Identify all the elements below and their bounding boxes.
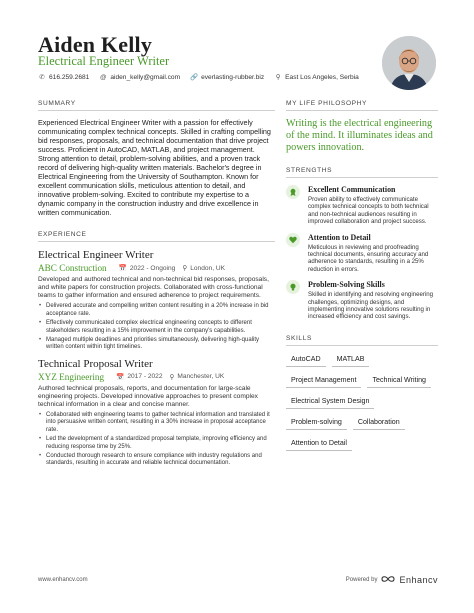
skill-tag: Collaboration [353,416,405,430]
skills-title: SKILLS [286,335,438,346]
strength-title: Problem-Solving Skills [308,280,385,290]
strength-item [286,233,438,274]
link-icon: 🔗 [190,74,199,81]
job-dates-text: 2022 - Ongoing [129,264,176,272]
job-role: Technical Proposal Writer [38,357,153,370]
footer [38,575,438,585]
summary-section [38,100,275,217]
contact-location-text: East Los Angeles, Serbia [285,73,359,81]
contact-link[interactable] [190,73,264,81]
avatar-photo [382,36,436,90]
job-entry [38,358,275,468]
strength-item [286,185,438,226]
skills-list [286,353,438,451]
job-location-text: Manchester, UK [177,373,225,381]
strength-title: Attention to Detail [308,232,371,242]
skill-tag: Project Management [286,374,361,388]
resume-headline: Electrical Engineer Writer [38,54,170,68]
location-icon: ⚲ [275,74,281,81]
phone-icon: ✆ [39,74,45,81]
strength-desc: Skilled in identifying and resolving engineering challenges, optimizing designs, and implementing innovative solutions resulting in increased efficiency and cost savings. [308,291,434,321]
job-dates-text: 2017 - 2022 [127,373,163,381]
contact-link-text: everlasting-rubber.biz [201,73,265,81]
medal-icon [286,185,300,199]
job-entry [38,249,275,352]
experience-section [38,231,275,468]
skill-tag: Problem-solving [286,416,347,430]
strength-desc: Meticulous in reviewing and proofreading technical documents, ensuring accuracy and adherence to standards, resulting in a 25% reduction in errors. [308,243,429,273]
job-bullet: • Effectively communicated complex electrical engineering concepts to different stakeholders resulting in a 15% improvement in the company's capabilities. [38,320,275,335]
job-dates [116,373,162,381]
strength-item [286,280,438,321]
footer-brand[interactable] [346,575,438,585]
job-description: Authored technical proposals, reports, and documentation for large-scale engineering projects. Developed innovative approaches to present complex technical information in a clear and concise manner. [38,384,258,408]
job-location [182,264,225,272]
location-icon: ⚲ [169,373,175,381]
right-column [286,100,438,451]
lightbulb-icon [286,280,300,294]
job-company: ABC Construction [38,263,107,273]
job-bullet: • Delivered accurate and compelling written content resulting in a 20% increase in bid acceptance rate. [38,303,275,318]
experience-title: EXPERIENCE [38,231,275,242]
contact-phone [38,73,89,81]
strength-desc: Proven ability to effectively communicate complex technical concepts to both technical and non-technical audiences resulting in improved collaboration and project success. [308,196,429,226]
job-bullet: • Collaborated with engineering teams to gather technical information and translated it into persuasive written content, resulting in a 30% increase in proposal acceptance rate. [38,412,275,434]
job-bullets [38,412,275,468]
skill-tag: Electrical System Design [286,395,374,409]
enhancv-logo-icon [381,575,395,585]
skills-section [286,335,438,451]
contact-email-text: aiden_kelly@gmail.com [110,73,181,81]
footer-url[interactable]: www.enhancv.com [38,577,88,583]
job-company: XYZ Engineering [38,371,105,382]
contact-email[interactable] [99,73,180,81]
job-role: Electrical Engineer Writer [38,249,154,261]
philosophy-quote: Writing is the electrical engineering of the mind. It illuminates ideas and powers innovation. [286,118,433,153]
job-company-row [38,263,275,273]
job-bullet: • Conducted thorough research to ensure compliance with industry regulations and standards, resulting in accurate and reliable technical documentation. [38,453,275,468]
contact-bar [38,73,359,81]
job-dates [119,264,176,272]
avatar [382,36,436,90]
brand-name: Enhancv [399,575,438,585]
location-icon: ⚲ [182,265,188,272]
job-description: Developed and authored technical and non-technical bid responses, proposals, and white papers for construction projects. Collaborated with cross-functional teams to gather information and ensured adherence to project requirements. [38,276,269,300]
strength-title: Excellent Communication [308,185,396,194]
contact-phone-text: 616.259.2681 [49,73,90,81]
calendar-icon: 📅 [118,265,127,272]
left-column [38,100,275,470]
job-location-text: London, UK [190,264,226,272]
powered-by-text: Powered by [345,577,378,583]
skill-tag: AutoCAD [286,353,326,367]
summary-title: SUMMARY [38,100,275,111]
email-icon: @ [100,73,107,81]
strengths-title: STRENGTHS [286,167,438,178]
summary-text: Experienced Electrical Engineer Writer with a passion for effectively communicating complex technical concepts. Skilled in crafting compelling bid responses, proposals, and technical documentation that drive project success. Proficient in AutoCAD, MATLAB, and project management. Strong attention to detail, problem-solving abilities, and a proven track record of delivering high-quality written materials. Bachelor's degree in Electrical Engineering from the University of Southampton. Known for excellent communication skills, meticulous attention to detail, and innovative problem-solving. Excited to contribute my expertise to a dynamic company in the construction industry and drive excellence in written communication. [38,118,271,217]
heart-icon [286,233,300,247]
strengths-section [286,167,438,321]
philosophy-title: MY LIFE PHILOSOPHY [286,100,438,111]
job-bullets [38,303,275,351]
job-location [170,373,225,381]
philosophy-section [286,100,438,154]
job-company-row [38,372,275,382]
contact-location [274,73,359,81]
calendar-icon: 📅 [116,373,125,381]
job-bullet: • Managed multiple deadlines and priorities simultaneously, delivering high-quality written content within tight timelines. [38,337,275,352]
skill-tag: MATLAB [332,353,370,367]
skill-tag: Attention to Detail [286,437,352,451]
job-bullet: • Led the development of a standardized proposal template, improving efficiency and reducing response time by 25%. [38,436,275,451]
skill-tag: Technical Writing [367,374,431,388]
resume-name: Aiden Kelly [38,32,153,57]
